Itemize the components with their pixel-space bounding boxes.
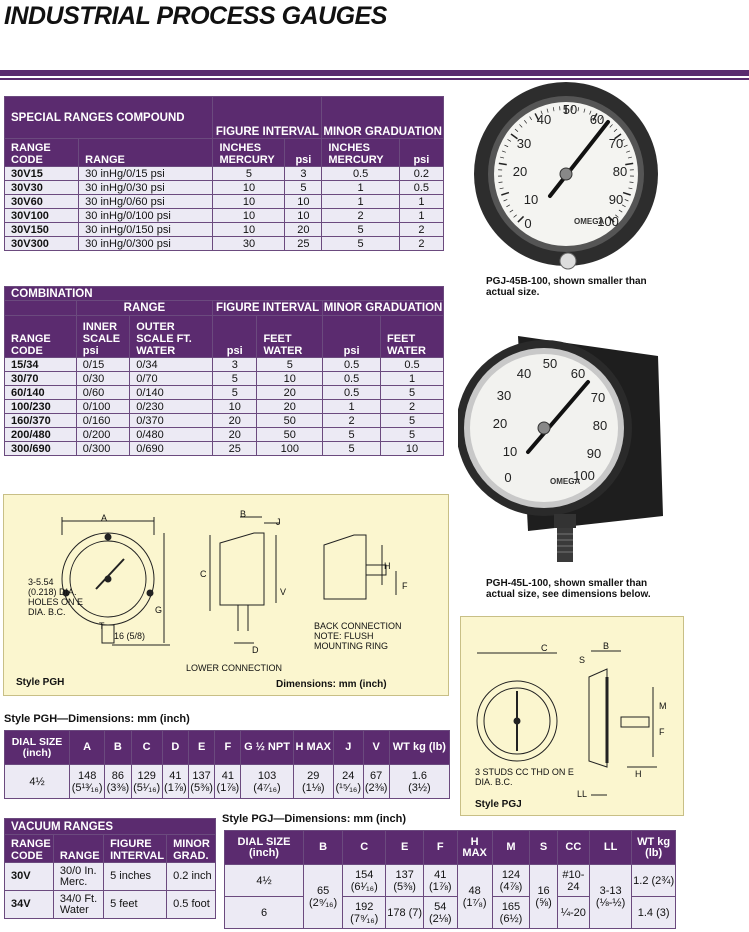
lower-connection-label: LOWER CONNECTION — [186, 663, 283, 673]
table-cell: 10 — [285, 209, 322, 223]
svg-text:10: 10 — [502, 444, 518, 459]
table-cell: 3 — [213, 358, 257, 372]
dims-note: Dimensions: mm (inch) — [276, 679, 387, 690]
table-row — [5, 863, 216, 891]
table-cell: 5 — [381, 414, 444, 428]
table-cell: 0/34 — [130, 358, 213, 372]
col-psi-2: psi — [399, 139, 443, 167]
table-cell: 3 — [285, 167, 322, 181]
table-cell: 30 inHg/0/150 psi — [79, 223, 213, 237]
table-cell: 0/370 — [130, 414, 213, 428]
pgh-col-header: H MAX — [293, 731, 334, 765]
pgj-col-header: C — [343, 831, 386, 865]
table-cell: 10 — [213, 195, 285, 209]
pgj-col-header: DIAL SIZE (inch) — [225, 831, 304, 865]
table-cell: 1 — [322, 181, 399, 195]
pgh-col-header: C — [131, 731, 162, 765]
dim-inch: (3½) — [408, 781, 431, 794]
pgj-letter-c: C — [541, 643, 548, 653]
svg-text:30: 30 — [496, 388, 512, 403]
compound-section-label: SPECIAL RANGES COMPOUND — [5, 97, 213, 139]
range-code-cell: 300/690 — [5, 442, 77, 456]
table-cell: 5 — [213, 386, 257, 400]
svg-text:70: 70 — [590, 390, 606, 405]
table-cell: 1 — [399, 209, 443, 223]
svg-text:10: 10 — [523, 192, 539, 207]
pgh-col-header: F — [215, 731, 241, 765]
col-range-code: RANGE CODE — [5, 835, 54, 863]
pgj-dim-cell: 165 (6½) — [492, 897, 530, 929]
pgj-dim-cell: 1.4 (3) — [632, 897, 676, 929]
table-cell: 30/0 In. Merc. — [53, 863, 103, 891]
svg-text:50: 50 — [542, 356, 558, 371]
table-row — [5, 442, 444, 456]
pgj-dim-cell: 192 (7⁹⁄₁₆) — [343, 897, 386, 929]
pgh-dim-cell — [293, 765, 334, 799]
col-range-code: RANGE CODE — [5, 139, 79, 167]
title-divider — [0, 70, 749, 76]
pgj-letter-b: B — [603, 641, 610, 651]
col-inner-scale: INNER SCALE psi — [76, 316, 129, 358]
vacuum-section-label: VACUUM RANGES — [5, 819, 216, 835]
pgh-dim-cell — [241, 765, 293, 799]
table-row — [5, 414, 444, 428]
pgh-col-header: G ½ NPT — [241, 731, 293, 765]
pgh-col-header: WT kg (lb) — [389, 731, 449, 765]
svg-text:90: 90 — [586, 446, 602, 461]
table-cell: 0/140 — [130, 386, 213, 400]
col-range: RANGE — [79, 139, 213, 167]
svg-text:100: 100 — [573, 468, 595, 483]
table-cell: 20 — [213, 414, 257, 428]
pgh-dim-cell — [131, 765, 162, 799]
table-cell: 100 — [257, 442, 323, 456]
table-cell: 5 — [213, 167, 285, 181]
table-cell: 20 — [213, 428, 257, 442]
gauge-pgj-caption: PGJ-45B-100, shown smaller than actual size. — [486, 276, 647, 298]
pgh-dim-cell — [105, 765, 131, 799]
pgj-letter-s: S — [579, 655, 586, 665]
table-cell: 10 — [213, 209, 285, 223]
pgj-dim-cell: #10-24 — [557, 865, 589, 897]
range-code-cell: 200/480 — [5, 428, 77, 442]
pgj-letter-m: M — [659, 701, 667, 711]
range-code-cell: 34V — [5, 891, 54, 919]
pgj-col-header: H MAX — [457, 831, 492, 865]
table-cell: 0.5 — [399, 181, 443, 195]
table-cell: 5 — [322, 237, 399, 251]
combination-minor-grad-label: MINOR GRADUATION — [323, 302, 443, 314]
pgj-col-header: WT kg (lb) — [632, 831, 676, 865]
range-code-cell: 30V300 — [5, 237, 79, 251]
col-minor-grad: MINOR GRAD. — [167, 835, 216, 863]
table-cell: 30 inHg/0/100 psi — [79, 209, 213, 223]
svg-text:0: 0 — [524, 216, 532, 231]
dim-mm: 103 — [257, 769, 277, 782]
table-row — [225, 865, 676, 897]
table-row — [5, 167, 444, 181]
pgh-col-header: D — [162, 731, 188, 765]
svg-text:100: 100 — [597, 214, 619, 229]
col-psi-2: psi — [323, 316, 381, 358]
table-cell: 34/0 Ft. Water — [53, 891, 103, 919]
pgj-col-header: S — [530, 831, 558, 865]
table-cell: 0.5 — [381, 358, 444, 372]
range-code-cell: 15/34 — [5, 358, 77, 372]
pgj-dim-cell: 1.2 (2¾) — [632, 865, 676, 897]
table-cell: 1 — [399, 195, 443, 209]
table-row — [5, 400, 444, 414]
pgj-dimensions-table — [224, 830, 676, 929]
pgh-dim-cell — [188, 765, 214, 799]
col-inches-mercury-2: INCHES MERCURY — [322, 139, 399, 167]
table-cell: 30 inHg/0/60 psi — [79, 195, 213, 209]
table-row — [5, 358, 444, 372]
gauge-pgj-photo — [458, 78, 684, 274]
combination-range-label: RANGE — [76, 301, 212, 316]
table-cell: 0/160 — [76, 414, 129, 428]
col-feet-water: FEET WATER — [257, 316, 323, 358]
svg-text:80: 80 — [592, 418, 608, 433]
range-code-cell: 30V30 — [5, 181, 79, 195]
svg-text:30: 30 — [516, 136, 532, 151]
table-cell: 5 — [257, 358, 323, 372]
table-cell: 2 — [323, 414, 381, 428]
table-cell: 0/30 — [76, 372, 129, 386]
style-pgj-label: Style PGJ — [475, 799, 522, 810]
compound-minor-grad-label: MINOR GRADUATION — [322, 97, 444, 139]
pgh-col-header: DIAL SIZE (inch) — [5, 731, 70, 765]
table-cell: 10 — [213, 181, 285, 195]
pgj-dim-cell: 6 — [225, 897, 304, 929]
dim-mm: 4½ — [29, 775, 45, 788]
dim-mm: 86 — [111, 769, 125, 782]
table-cell: 0.5 — [323, 386, 381, 400]
table-cell: 10 — [257, 372, 323, 386]
svg-text:70: 70 — [608, 136, 624, 151]
pgj-dim-cell: 137 (5⅜) — [386, 865, 424, 897]
dim-letter-v: V — [280, 587, 287, 597]
table-row — [5, 386, 444, 400]
table-cell: 10 — [213, 223, 285, 237]
table-cell: 10 — [381, 442, 444, 456]
dim-mm: 24 — [342, 769, 355, 782]
pgj-dim-cell: 124 (4⅞) — [492, 865, 530, 897]
table-cell: 5 — [381, 386, 444, 400]
compound-ranges-table — [4, 96, 444, 251]
back-connection-label: BACK CONNECTION NOTE: FLUSH MOUNTING RING — [314, 621, 402, 651]
pgj-dims-title: Style PGJ—Dimensions: mm (inch) — [222, 813, 406, 825]
table-cell: 5 — [323, 442, 381, 456]
col-figure-interval: FIGURE INTERVAL — [104, 835, 167, 863]
pgh-dims-title: Style PGH—Dimensions: mm (inch) — [4, 713, 190, 725]
pgj-col-header: B — [304, 831, 343, 865]
dim-letter-c: C — [200, 569, 207, 579]
pgj-dim-cell: 3-13 (⅛-½) — [589, 865, 631, 929]
pgj-dim-cell: 154 (6¹⁄₁₆) — [343, 865, 386, 897]
table-cell: 5 inches — [104, 863, 167, 891]
dim-mm: 41 — [169, 769, 182, 782]
col-inches-mercury: INCHES MERCURY — [213, 139, 285, 167]
pgh-dim-cell — [389, 765, 449, 799]
table-cell: 0.2 — [399, 167, 443, 181]
table-row — [5, 372, 444, 386]
table-cell: 1 — [381, 372, 444, 386]
table-cell: 5 — [381, 428, 444, 442]
dim-inch: (2⅜) — [364, 781, 388, 794]
table-cell: 0/690 — [130, 442, 213, 456]
pgj-dim-cell: 178 (7) — [386, 897, 424, 929]
table-cell: 5 — [322, 223, 399, 237]
range-code-cell: 160/370 — [5, 414, 77, 428]
table-cell: 0/15 — [76, 358, 129, 372]
table-cell: 25 — [285, 237, 322, 251]
pgh-dimensions-table — [4, 730, 450, 799]
table-cell: 50 — [257, 428, 323, 442]
pgh-dim-cell — [334, 765, 363, 799]
pgj-dim-cell: 54 (2⅛) — [423, 897, 457, 929]
svg-text:90: 90 — [608, 192, 624, 207]
combination-section-label: COMBINATION — [5, 287, 444, 301]
svg-text:60: 60 — [570, 366, 586, 381]
dim-mm: 137 — [192, 769, 211, 782]
table-cell: 20 — [257, 400, 323, 414]
col-range-code: RANGE CODE — [5, 316, 77, 358]
table-row — [5, 428, 444, 442]
col-range: RANGE — [53, 835, 103, 863]
pgj-letter-ll: LL — [577, 789, 588, 799]
table-cell: 50 — [257, 414, 323, 428]
pgj-dim-cell: 4½ — [225, 865, 304, 897]
col-outer-scale: OUTER SCALE FT. WATER — [130, 316, 213, 358]
dim-mm: 1.6 — [411, 769, 428, 782]
svg-text:60: 60 — [589, 112, 605, 127]
range-code-cell: 30V100 — [5, 209, 79, 223]
brand-logo: OMEGA — [550, 477, 581, 486]
range-code-cell: 60/140 — [5, 386, 77, 400]
pgj-dim-cell: 16 (⅝) — [530, 865, 558, 929]
dim-letter-g: G — [155, 605, 163, 615]
table-cell: 2 — [381, 400, 444, 414]
table-row — [5, 891, 216, 919]
table-cell: 10 — [285, 195, 322, 209]
combination-fig-interval-label: FIGURE INTERVAL — [213, 301, 323, 316]
table-cell: 0/300 — [76, 442, 129, 456]
table-cell: 0.2 inch — [167, 863, 216, 891]
table-cell: 5 — [323, 428, 381, 442]
dim-inch: (5¹³⁄₁₆) — [71, 781, 103, 794]
table-cell: 30 inHg/0/30 psi — [79, 181, 213, 195]
table-cell: 2 — [322, 209, 399, 223]
svg-text:50: 50 — [562, 102, 578, 117]
dim-letter-d: D — [252, 645, 259, 655]
svg-text:40: 40 — [516, 366, 532, 381]
dim-letter-a: A — [101, 513, 108, 523]
pgj-dim-cell: ¼-20 — [557, 897, 589, 929]
table-cell: 5 — [285, 181, 322, 195]
dim-mm: 29 — [307, 769, 320, 782]
pgj-col-header: E — [386, 831, 424, 865]
range-code-cell: 30V15 — [5, 167, 79, 181]
table-cell: 0.5 — [323, 372, 381, 386]
dim-mm: 129 — [137, 769, 156, 782]
dim-inch: (5¹⁄₁₆) — [133, 781, 161, 794]
pgj-dim-cell: 65 (2⁹⁄₁₆) — [304, 865, 343, 929]
pgj-col-header: CC — [557, 831, 589, 865]
dim-letter-h: H — [384, 561, 391, 571]
pgj-dim-cell: 41 (1⅞) — [423, 865, 457, 897]
dial-tick — [499, 182, 503, 183]
table-cell: 0.5 — [323, 358, 381, 372]
dim-mm: 148 — [77, 769, 97, 782]
table-cell: 20 — [285, 223, 322, 237]
table-cell: 0/70 — [130, 372, 213, 386]
dim-letter-t: T — [99, 621, 105, 631]
gauge-pgh-photo — [458, 316, 684, 574]
style-pgh-label: Style PGH — [16, 677, 65, 688]
brand-logo: OMEGA — [574, 217, 605, 226]
pgh-col-header: J — [334, 731, 363, 765]
table-cell: 0/230 — [130, 400, 213, 414]
table-cell: 20 — [257, 386, 323, 400]
dim-inch: (5⅜) — [190, 781, 213, 794]
table-cell: 5 feet — [104, 891, 167, 919]
col-psi: psi — [285, 139, 322, 167]
dim-letter-b: B — [240, 509, 247, 519]
dim-inch: (3⅜) — [106, 781, 130, 794]
table-row — [5, 223, 444, 237]
dim-inch: (¹⁵⁄₁₆) — [335, 781, 362, 794]
range-code-cell: 30V — [5, 863, 54, 891]
range-code-cell: 30V60 — [5, 195, 79, 209]
table-cell: 25 — [213, 442, 257, 456]
dim-letter-f: F — [402, 581, 408, 591]
dim-inch: (1⅞) — [216, 781, 240, 794]
dial-tick — [629, 182, 633, 183]
pgh-col-header: B — [105, 731, 131, 765]
pgh-dim-cell — [5, 765, 70, 799]
table-cell: 30 inHg/0/15 psi — [79, 167, 213, 181]
col-feet-water-2: FEET WATER — [381, 316, 444, 358]
pgj-dim-cell: 48 (1⁷⁄₈) — [457, 865, 492, 929]
pgj-letter-h: H — [635, 769, 642, 779]
dim-mm: 41 — [221, 769, 234, 782]
svg-text:20: 20 — [512, 164, 528, 179]
gauge-pgh-caption: PGH-45L-100, shown smaller than actual size, see dimensions below. — [486, 578, 651, 600]
table-cell: 2 — [399, 223, 443, 237]
table-cell: 0/100 — [76, 400, 129, 414]
table-cell: 30 inHg/0/300 psi — [79, 237, 213, 251]
holes-note: 3-5.54 (0.218) DIA. HOLES ON E DIA. B.C. — [28, 577, 84, 617]
svg-text:20: 20 — [492, 416, 508, 431]
table-cell: 0/480 — [130, 428, 213, 442]
table-cell: 0.5 — [322, 167, 399, 181]
pgj-col-header: M — [492, 831, 530, 865]
dim-inch: (4⁷⁄₁₆) — [253, 781, 281, 794]
t-note: 16 (5/8) — [114, 631, 146, 641]
table-cell: 1 — [323, 400, 381, 414]
table-row — [5, 209, 444, 223]
pgj-col-header: F — [423, 831, 457, 865]
table-cell: 0/60 — [76, 386, 129, 400]
table-cell: 0.5 foot — [167, 891, 216, 919]
table-cell: 2 — [399, 237, 443, 251]
studs-note: 3 STUDS CC THD ON E DIA. B.C. — [475, 767, 574, 787]
pgh-dim-cell — [363, 765, 389, 799]
pgh-col-header: V — [363, 731, 389, 765]
range-code-cell: 100/230 — [5, 400, 77, 414]
pgh-dim-cell — [70, 765, 105, 799]
pgh-col-header: E — [188, 731, 214, 765]
compound-fig-interval-label: FIGURE INTERVAL — [213, 97, 322, 139]
table-cell: 5 — [213, 372, 257, 386]
pgh-dimension-diagram — [3, 494, 449, 696]
dim-mm: 67 — [370, 769, 383, 782]
range-code-cell: 30V150 — [5, 223, 79, 237]
pgh-col-header: A — [70, 731, 105, 765]
pgj-letter-f: F — [659, 727, 665, 737]
pgj-dimension-diagram — [460, 616, 684, 816]
table-row — [5, 195, 444, 209]
pgh-dim-cell — [215, 765, 241, 799]
vacuum-ranges-table — [4, 818, 216, 919]
dim-inch: (1⅛) — [301, 781, 325, 794]
dim-inch: (1⅞) — [164, 781, 187, 794]
table-row — [5, 237, 444, 251]
table-cell: 1 — [322, 195, 399, 209]
svg-text:40: 40 — [536, 112, 552, 127]
pgj-col-header: LL — [589, 831, 631, 865]
col-psi: psi — [213, 316, 257, 358]
page-title: INDUSTRIAL PROCESS GAUGES — [4, 2, 387, 30]
table-row — [5, 181, 444, 195]
combination-ranges-table — [4, 286, 444, 456]
table-cell: 0/200 — [76, 428, 129, 442]
table-cell: 30 — [213, 237, 285, 251]
svg-text:0: 0 — [504, 470, 512, 485]
pgh-dim-cell — [162, 765, 188, 799]
range-code-cell: 30/70 — [5, 372, 77, 386]
table-cell: 10 — [213, 400, 257, 414]
dim-letter-j: J — [276, 517, 281, 527]
svg-text:80: 80 — [612, 164, 628, 179]
